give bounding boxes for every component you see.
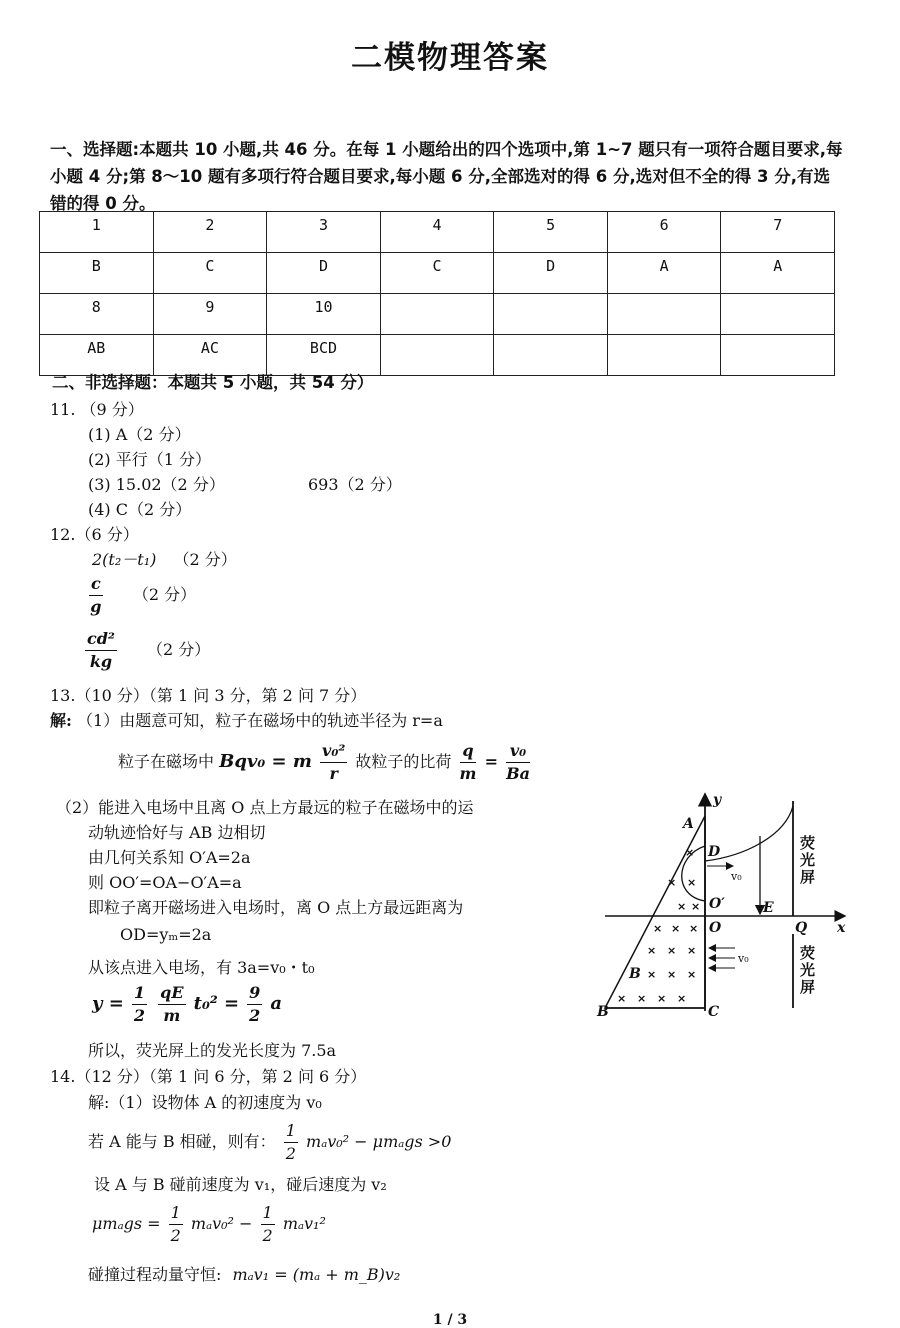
q11-line2: (2) 平行（1 分） [88,450,212,469]
q11-line3-second: 693（2 分） [308,475,402,494]
table-cell [494,335,608,376]
table-cell: AB [40,335,154,376]
q14-line1: 解:（1）设物体 A 的初速度为 v₀ [88,1093,322,1112]
q13-line11: 所以，荧光屏上的发光长度为 7.5a [88,1041,337,1060]
table-cell: B [40,253,154,294]
table-cell: D [494,253,608,294]
fraction: $\frac{1}{2}$ [170,1203,181,1245]
q12-answer1 [92,547,237,570]
q13-line8: OD=yₘ=2a [120,925,212,944]
q13-line2: 粒子在磁场中 Bqv₀ = m $\frac{\text{v₀²}}{r}$ 故粒子的比荷 $\frac{q}{m}$ = $\frac{\text{v₀}}{Ba}$ [118,741,530,783]
q13-line4: 动轨迹恰好与 AB 边相切 [88,823,266,842]
svg-text:×: × [657,992,667,1005]
q14-heading: 14.（12 分）（第 1 问 6 分，第 2 问 6 分） [50,1067,367,1086]
svg-text:×: × [667,968,677,981]
label-B-mid: B [629,966,641,982]
table-cell: 3 [267,212,381,253]
fraction: $\frac{\text{v₀²}}{r}$ [322,741,346,783]
table-cell: BCD [267,335,381,376]
table-cell [494,294,608,335]
screen-label-top: 荧光屏 [800,834,816,886]
solution-label: 解: [50,711,72,730]
fraction: $\frac{9}{2}$ [249,983,261,1025]
table-cell: 5 [494,212,608,253]
q11-line3: (3) 15.02（2 分） [88,475,225,494]
physics-diagram [595,786,855,1026]
label-C: C [708,1004,720,1020]
q13-line3: （2）能进入电场中且离 O 点上方最远的粒子在磁场中的运 [56,798,474,817]
svg-text:×: × [677,900,687,913]
q14-line5: 碰撞过程动量守恒: mₐv₁ = (mₐ + m_B)v₂ [88,1265,401,1284]
table-cell [721,294,835,335]
q12-answer2 [86,573,196,618]
section1-intro: 一、选择题:本题共 10 小题,共 46 分。在每 1 小题给出的四个选项中,第 1~7 题只有一项符合题目要求,每小题 4 分;第 8～10 题有多项行符合题目要求,每小题 6 分,全部选对的得 6 分,选对但不全的得 3 分,有选错的得 0 分。 [50,140,843,213]
q13-line6: 则 OO′=OA−O′A=a [88,873,242,892]
q14-line4: μmₐgs = $\frac{1}{2}$ mₐv₀² − $\frac{1}{2}$ mₐv₁² [92,1203,326,1245]
label-D: D [708,844,721,860]
label-A: A [683,816,694,832]
svg-text:×: × [677,992,687,1005]
label-y: y [713,792,722,808]
page-number: 1 / 3 [432,1312,468,1328]
label-x: x [837,920,846,936]
page-title: 二模物理答案 [351,40,549,76]
svg-text:×: × [653,922,663,935]
q11-heading: 11. （9 分） [50,400,144,419]
table-cell: 4 [380,212,494,253]
q12-answer3 [82,628,210,673]
svg-text:×: × [687,944,697,957]
table-row [40,212,835,253]
table-cell [607,294,721,335]
screen-label-bottom: 荧光屏 [800,944,816,996]
svg-text:×: × [687,968,697,981]
svg-text:×: × [689,922,699,935]
table-cell: 7 [721,212,835,253]
fraction: $\frac{1}{2}$ [133,983,146,1025]
svg-text:×: × [667,944,677,957]
section2-heading: 二、非选择题：本题共 5 小题，共 54 分） [52,373,374,392]
svg-text:×: × [667,876,677,889]
table-row [40,253,835,294]
table-cell: A [721,253,835,294]
svg-text:×: × [687,876,697,889]
label-O: O [709,920,722,936]
q11-line1: (1) A（2 分） [88,425,191,444]
label-B: B [597,1004,609,1020]
q14-line3: 设 A 与 B 碰前速度为 v₁，碰后速度为 v₂ [94,1175,387,1194]
q13-line1: 解: （1）由题意可知，粒子在磁场中的轨迹半径为 r=a [50,711,443,730]
q12-score3: （2 分） [147,640,211,659]
svg-text:×: × [647,968,657,981]
q13-line7: 即粒子离开磁场进入电场时，离 O 点上方最远距离为 [88,898,464,917]
q13-line10: y = $\frac{1}{2}$ $\frac{qE}{m}$ t₀² = $\frac{9}{2}$ a [92,983,283,1025]
fraction: $\frac{\text{cd²}}{kg}$ [87,629,115,671]
table-cell: 2 [153,212,267,253]
fraction: $\frac{\text{v₀}}{Ba}$ [506,741,530,783]
table-cell: D [267,253,381,294]
table-cell [607,335,721,376]
label-O-prime: O′ [709,896,725,912]
label-Q: Q [795,920,808,936]
q12-score2: （2 分） [132,585,197,604]
q12-score1: （2 分） [173,550,237,569]
q13-line9: 从该点进入电场，有 3a=v₀・t₀ [88,958,315,977]
q13-line5: 由几何关系知 O′A=2a [88,848,251,867]
svg-text:×: × [691,900,701,913]
table-cell: 6 [607,212,721,253]
q12-expr1: 2(t₂－t₁) [92,550,157,569]
table-cell [721,335,835,376]
svg-text:×: × [685,846,695,859]
table-cell: 1 [40,212,154,253]
q12-heading: 12.（6 分） [50,525,139,544]
table-row [40,294,835,335]
fraction: $\frac{q}{m}$ [459,741,477,783]
table-cell: AC [153,335,267,376]
fraction: $\frac{qE}{m}$ [160,983,184,1025]
q13-heading: 13.（10 分）（第 1 问 3 分，第 2 问 7 分） [50,686,367,705]
fraction: $\frac{c}{g}$ [90,574,102,616]
svg-text:×: × [647,944,657,957]
table-cell: 8 [40,294,154,335]
table-cell: C [380,253,494,294]
svg-text:×: × [637,992,647,1005]
q14-line2: 若 A 能与 B 相碰，则有： $\frac{1}{2}$ mₐv₀² − μmₐgs >0 [88,1121,452,1163]
fraction: $\frac{1}{2}$ [262,1203,273,1245]
answer-table [39,211,835,376]
label-v0-top: v₀ [731,870,742,883]
table-cell: A [607,253,721,294]
svg-text:×: × [671,922,681,935]
svg-text:×: × [617,992,627,1005]
fraction: $\frac{1}{2}$ [285,1121,296,1163]
label-v0-bottom: v₀ [738,952,749,965]
q11-line4: (4) C（2 分） [88,500,192,519]
table-cell [380,294,494,335]
table-cell: 9 [153,294,267,335]
label-E: E [763,900,774,916]
table-cell: C [153,253,267,294]
table-cell: 10 [267,294,381,335]
table-cell [380,335,494,376]
